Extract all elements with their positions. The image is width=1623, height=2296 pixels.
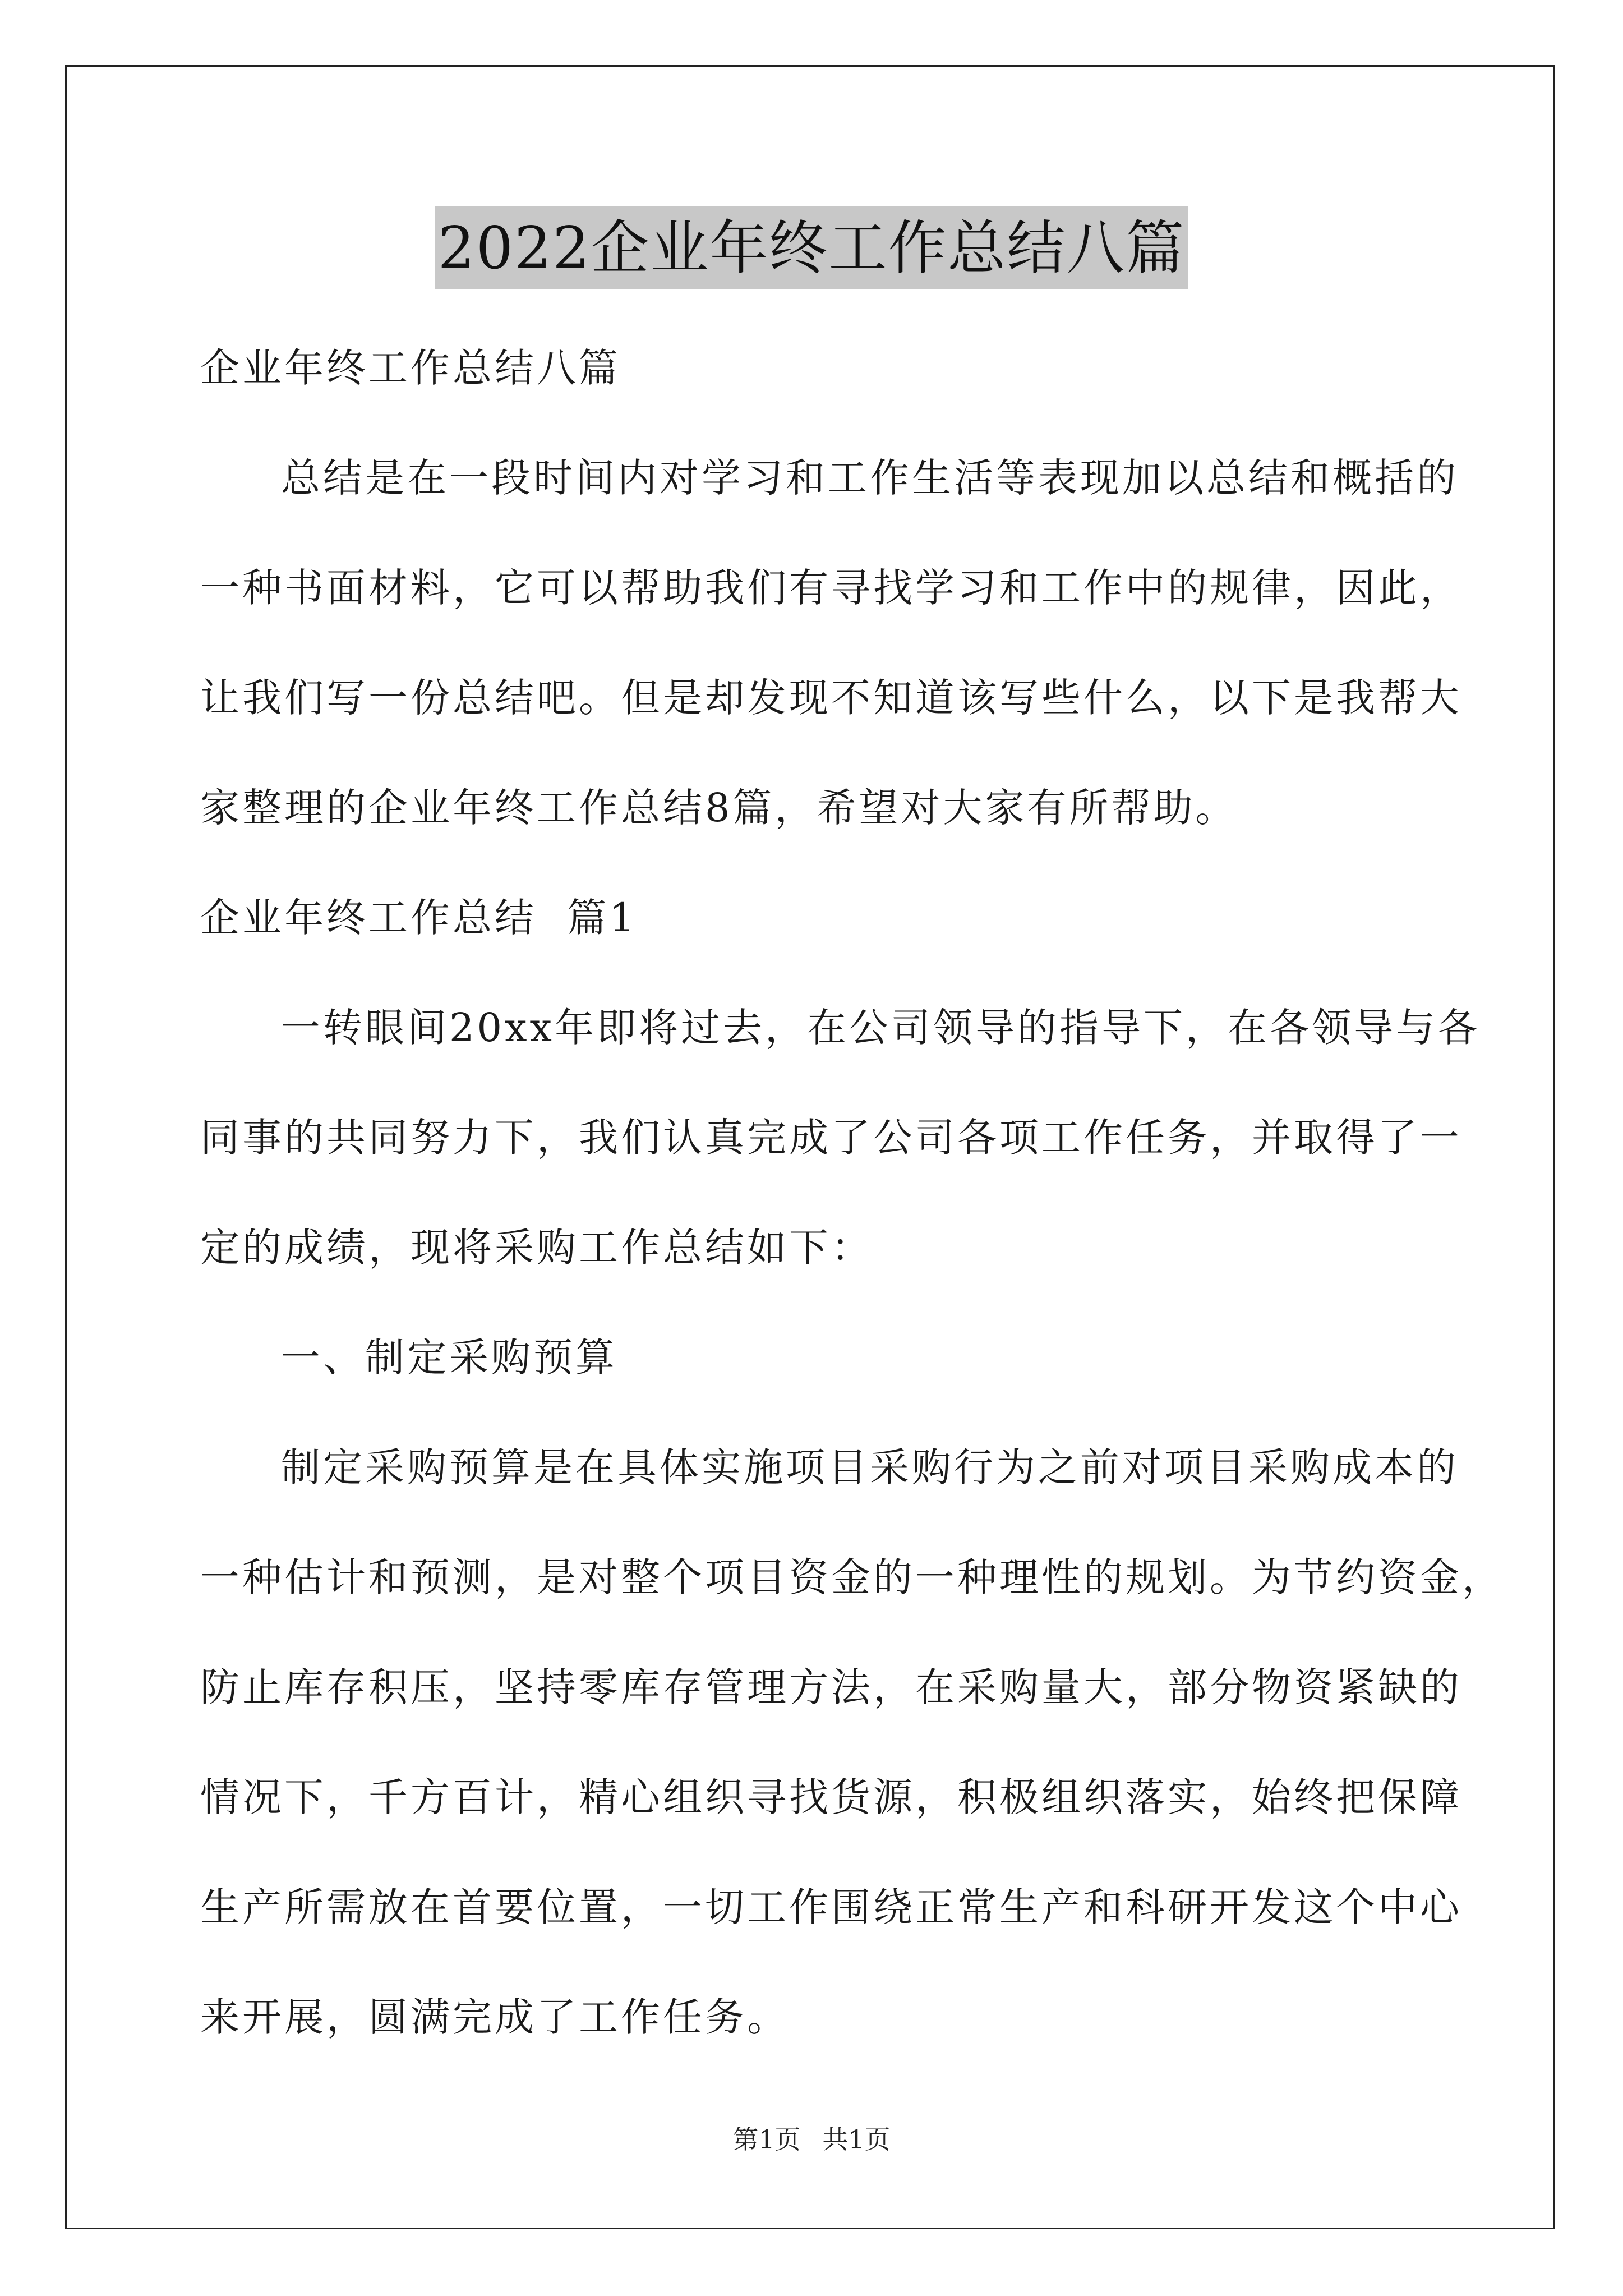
document-title: 2022企业年终工作总结八篇 — [435, 206, 1189, 289]
section-line: 同事的共同努力下，我们认真完成了公司各项工作任务，并取得了一 — [200, 1115, 1462, 1161]
budget-subheading: 一、制定采购预算 — [281, 1335, 617, 1381]
budget-line: 防止库存积压，坚持零库存管理方法，在采购量大，部分物资紧缺的 — [200, 1664, 1462, 1710]
budget-line: 生产所需放在首要位置，一切工作围绕正常生产和科研开发这个中心 — [200, 1884, 1462, 1930]
document-subtitle: 企业年终工作总结八篇 — [200, 345, 621, 391]
budget-line: 情况下，千方百计，精心组织寻找货源，积极组织落实，始终把保障 — [200, 1774, 1462, 1820]
document-body — [200, 313, 1504, 2072]
section-line: 一转眼间20xx年即将过去，在公司领导的指导下，在各领导与各 — [281, 1005, 1481, 1051]
intro-line: 总结是在一段时间内对学习和工作生活等表现加以总结和概括的 — [281, 455, 1459, 501]
intro-line: 家整理的企业年终工作总结8篇，希望对大家有所帮助。 — [200, 785, 1238, 831]
intro-line: 一种书面材料，它可以帮助我们有寻找学习和工作中的规律，因此， — [200, 565, 1462, 611]
title-area — [0, 206, 1623, 289]
page-number-total: 共1页 — [822, 2124, 891, 2155]
page-number-current: 第1页 — [732, 2124, 801, 2155]
section-line: 定的成绩，现将采购工作总结如下： — [200, 1225, 873, 1271]
intro-line: 让我们写一份总结吧。但是却发现不知道该写些什么，以下是我帮大 — [200, 675, 1462, 721]
budget-line: 来开展，圆满完成了工作任务。 — [200, 1994, 789, 2040]
page-footer — [0, 2123, 1623, 2156]
section-heading: 企业年终工作总结 篇1 — [200, 895, 638, 941]
budget-line: 制定采购预算是在具体实施项目采购行为之前对项目采购成本的 — [281, 1444, 1459, 1490]
budget-line: 一种估计和预测，是对整个项目资金的一种理性的规划。为节约资金， — [200, 1554, 1504, 1600]
